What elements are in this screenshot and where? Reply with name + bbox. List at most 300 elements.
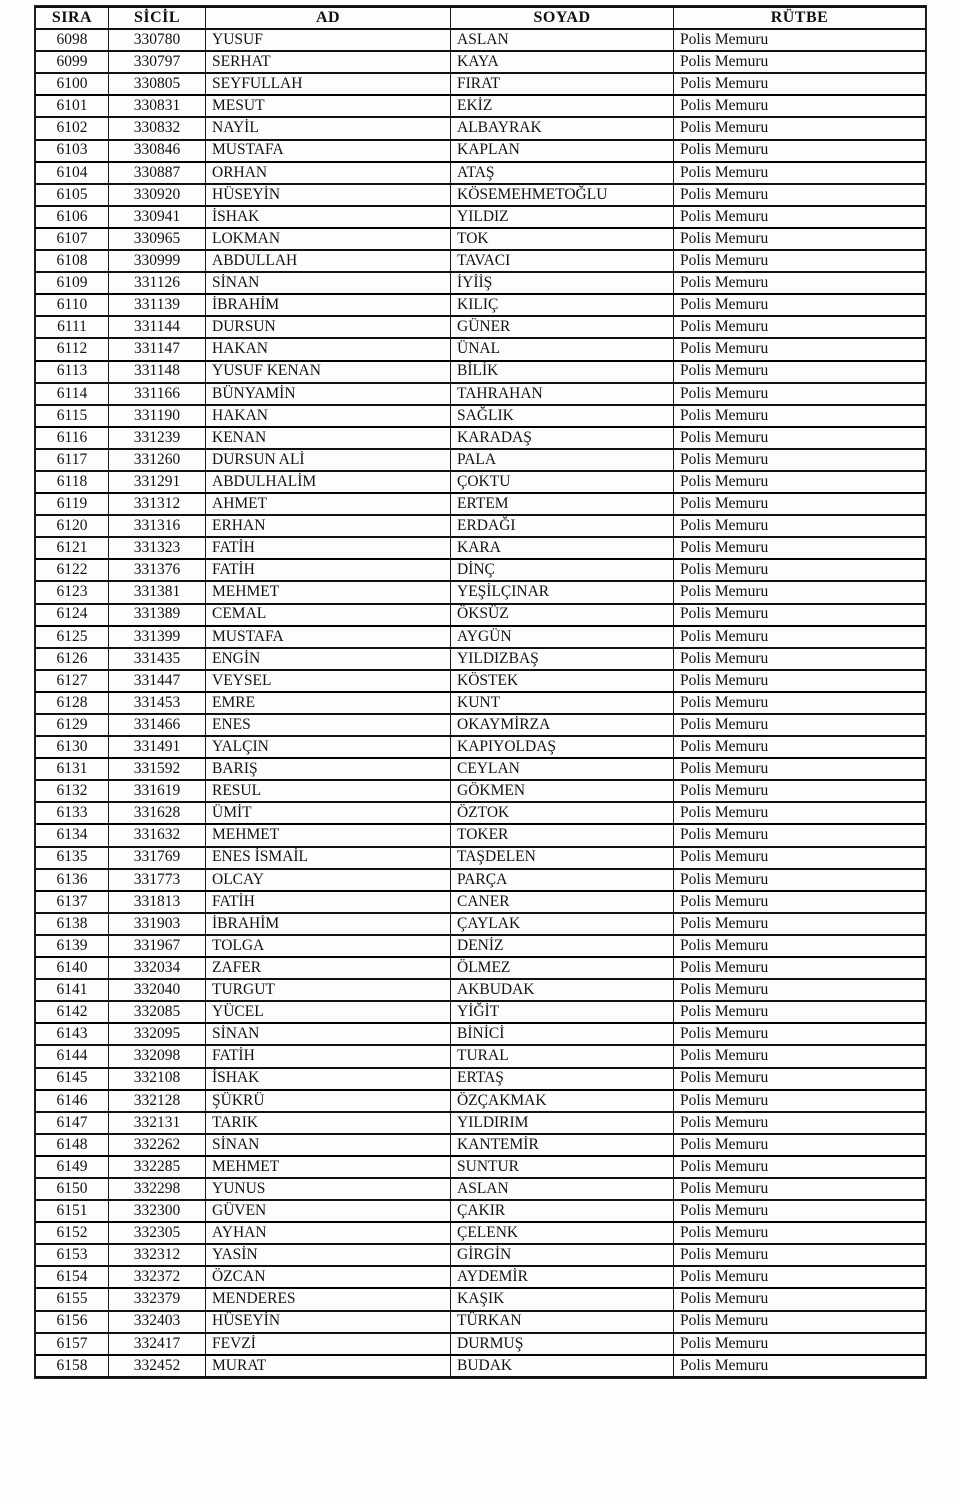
cell-sicil: 331491 — [109, 736, 206, 758]
cell-sira: 6101 — [36, 95, 109, 117]
cell-sicil: 332312 — [109, 1244, 206, 1266]
table-row — [36, 1288, 926, 1310]
col-header-ad: AD — [206, 7, 451, 29]
table-row — [36, 626, 926, 648]
cell-rutbe: Polis Memuru — [674, 847, 926, 869]
cell-ad: YUNUS — [206, 1178, 451, 1200]
cell-ad: YALÇIN — [206, 736, 451, 758]
cell-soyad: ERTAŞ — [451, 1068, 674, 1090]
cell-soyad: ALBAYRAK — [451, 117, 674, 139]
cell-sicil: 330805 — [109, 73, 206, 95]
cell-sicil: 332108 — [109, 1068, 206, 1090]
cell-soyad: TAVACI — [451, 250, 674, 272]
cell-rutbe: Polis Memuru — [674, 383, 926, 405]
cell-ad: MURAT — [206, 1355, 451, 1377]
cell-rutbe: Polis Memuru — [674, 1045, 926, 1067]
cell-sicil: 330941 — [109, 206, 206, 228]
table-row — [36, 758, 926, 780]
cell-sira: 6153 — [36, 1244, 109, 1266]
cell-sicil: 330887 — [109, 162, 206, 184]
cell-ad: ENES — [206, 714, 451, 736]
cell-soyad: DİNÇ — [451, 559, 674, 581]
cell-ad: MUSTAFA — [206, 626, 451, 648]
cell-sira: 6136 — [36, 869, 109, 891]
cell-rutbe: Polis Memuru — [674, 316, 926, 338]
cell-soyad: PALA — [451, 449, 674, 471]
cell-soyad: ERDAĞI — [451, 515, 674, 537]
cell-rutbe: Polis Memuru — [674, 294, 926, 316]
cell-ad: MESUT — [206, 95, 451, 117]
cell-soyad: TAŞDELEN — [451, 847, 674, 869]
cell-sira: 6100 — [36, 73, 109, 95]
col-header-soyad: SOYAD — [451, 7, 674, 29]
cell-sicil: 332298 — [109, 1178, 206, 1200]
cell-sicil: 330780 — [109, 29, 206, 51]
cell-sira: 6155 — [36, 1288, 109, 1310]
cell-sira: 6135 — [36, 847, 109, 869]
cell-sira: 6130 — [36, 736, 109, 758]
cell-sicil: 331399 — [109, 626, 206, 648]
cell-soyad: SUNTUR — [451, 1156, 674, 1178]
cell-sira: 6140 — [36, 957, 109, 979]
table-row — [36, 604, 926, 626]
cell-sira: 6104 — [36, 162, 109, 184]
cell-rutbe: Polis Memuru — [674, 758, 926, 780]
cell-ad: YÜCEL — [206, 1001, 451, 1023]
cell-sira: 6133 — [36, 802, 109, 824]
cell-sira: 6103 — [36, 140, 109, 162]
cell-soyad: ÖZÇAKMAK — [451, 1090, 674, 1112]
cell-soyad: AKBUDAK — [451, 979, 674, 1001]
cell-ad: ŞÜKRÜ — [206, 1090, 451, 1112]
cell-sira: 6139 — [36, 935, 109, 957]
cell-ad: HAKAN — [206, 338, 451, 360]
table-row — [36, 1178, 926, 1200]
cell-soyad: ÖKSÜZ — [451, 604, 674, 626]
cell-sicil: 331126 — [109, 272, 206, 294]
cell-sicil: 332403 — [109, 1311, 206, 1333]
table-row — [36, 51, 926, 73]
cell-sira: 6152 — [36, 1222, 109, 1244]
cell-ad: MEHMET — [206, 581, 451, 603]
cell-ad: RESUL — [206, 780, 451, 802]
cell-ad: MENDERES — [206, 1288, 451, 1310]
cell-ad: AYHAN — [206, 1222, 451, 1244]
cell-rutbe: Polis Memuru — [674, 449, 926, 471]
cell-ad: DURSUN ALİ — [206, 449, 451, 471]
cell-sira: 6115 — [36, 405, 109, 427]
cell-rutbe: Polis Memuru — [674, 780, 926, 802]
cell-sicil: 332085 — [109, 1001, 206, 1023]
cell-sira: 6127 — [36, 670, 109, 692]
cell-soyad: KAPIYOLDAŞ — [451, 736, 674, 758]
table-row — [36, 515, 926, 537]
cell-sira: 6108 — [36, 250, 109, 272]
cell-sicil: 332095 — [109, 1023, 206, 1045]
cell-rutbe: Polis Memuru — [674, 515, 926, 537]
table-row — [36, 1244, 926, 1266]
cell-sicil: 331447 — [109, 670, 206, 692]
cell-rutbe: Polis Memuru — [674, 869, 926, 891]
cell-sira: 6142 — [36, 1001, 109, 1023]
cell-rutbe: Polis Memuru — [674, 626, 926, 648]
cell-ad: LOKMAN — [206, 228, 451, 250]
cell-sicil: 332417 — [109, 1333, 206, 1355]
cell-sicil: 332040 — [109, 979, 206, 1001]
table-row — [36, 449, 926, 471]
cell-sicil: 331967 — [109, 935, 206, 957]
cell-soyad: KANTEMİR — [451, 1134, 674, 1156]
cell-soyad: CEYLAN — [451, 758, 674, 780]
cell-soyad: GÖKMEN — [451, 780, 674, 802]
table-row — [36, 117, 926, 139]
cell-sira: 6105 — [36, 184, 109, 206]
cell-soyad: AYGÜN — [451, 626, 674, 648]
cell-soyad: İYİİŞ — [451, 272, 674, 294]
table-row — [36, 29, 926, 51]
table-row — [36, 824, 926, 846]
table-row — [36, 913, 926, 935]
cell-sira: 6114 — [36, 383, 109, 405]
cell-sira: 6146 — [36, 1090, 109, 1112]
cell-rutbe: Polis Memuru — [674, 1288, 926, 1310]
cell-sira: 6109 — [36, 272, 109, 294]
cell-rutbe: Polis Memuru — [674, 670, 926, 692]
cell-ad: TARIK — [206, 1112, 451, 1134]
cell-ad: HÜSEYİN — [206, 1311, 451, 1333]
cell-sicil: 331147 — [109, 338, 206, 360]
table-row — [36, 140, 926, 162]
table-row — [36, 692, 926, 714]
cell-sicil: 331166 — [109, 383, 206, 405]
cell-soyad: ÇAYLAK — [451, 913, 674, 935]
cell-rutbe: Polis Memuru — [674, 361, 926, 383]
cell-soyad: BUDAK — [451, 1355, 674, 1377]
table-row — [36, 1090, 926, 1112]
table-row — [36, 1045, 926, 1067]
cell-sira: 6126 — [36, 648, 109, 670]
cell-sira: 6145 — [36, 1068, 109, 1090]
cell-ad: TOLGA — [206, 935, 451, 957]
cell-sicil: 332131 — [109, 1112, 206, 1134]
cell-sira: 6144 — [36, 1045, 109, 1067]
cell-sira: 6118 — [36, 471, 109, 493]
table-row — [36, 1068, 926, 1090]
table-row — [36, 1222, 926, 1244]
cell-sicil: 332098 — [109, 1045, 206, 1067]
cell-rutbe: Polis Memuru — [674, 1134, 926, 1156]
cell-soyad: DENİZ — [451, 935, 674, 957]
cell-sira: 6112 — [36, 338, 109, 360]
cell-sira: 6129 — [36, 714, 109, 736]
cell-rutbe: Polis Memuru — [674, 957, 926, 979]
cell-sira: 6148 — [36, 1134, 109, 1156]
cell-sira: 6117 — [36, 449, 109, 471]
cell-ad: MEHMET — [206, 1156, 451, 1178]
cell-sira: 6134 — [36, 824, 109, 846]
table-row — [36, 250, 926, 272]
cell-rutbe: Polis Memuru — [674, 802, 926, 824]
cell-rutbe: Polis Memuru — [674, 250, 926, 272]
cell-ad: BÜNYAMİN — [206, 383, 451, 405]
cell-ad: YUSUF KENAN — [206, 361, 451, 383]
cell-soyad: ÜNAL — [451, 338, 674, 360]
table-row — [36, 869, 926, 891]
cell-rutbe: Polis Memuru — [674, 1333, 926, 1355]
cell-soyad: TOK — [451, 228, 674, 250]
cell-ad: İSHAK — [206, 1068, 451, 1090]
cell-soyad: YILDIZBAŞ — [451, 648, 674, 670]
cell-ad: OLCAY — [206, 869, 451, 891]
cell-ad: HAKAN — [206, 405, 451, 427]
cell-sicil: 331769 — [109, 847, 206, 869]
cell-ad: YASİN — [206, 1244, 451, 1266]
cell-ad: SİNAN — [206, 1023, 451, 1045]
cell-rutbe: Polis Memuru — [674, 537, 926, 559]
cell-rutbe: Polis Memuru — [674, 162, 926, 184]
table-row — [36, 847, 926, 869]
table-row — [36, 206, 926, 228]
cell-rutbe: Polis Memuru — [674, 648, 926, 670]
cell-soyad: CANER — [451, 891, 674, 913]
table-row — [36, 802, 926, 824]
cell-soyad: YILDIZ — [451, 206, 674, 228]
cell-rutbe: Polis Memuru — [674, 714, 926, 736]
cell-soyad: BİLİK — [451, 361, 674, 383]
cell-soyad: ASLAN — [451, 1178, 674, 1200]
cell-sicil: 332452 — [109, 1355, 206, 1377]
header-row — [36, 7, 926, 29]
cell-sicil: 331291 — [109, 471, 206, 493]
cell-sicil: 331323 — [109, 537, 206, 559]
table-row — [36, 957, 926, 979]
cell-sira: 6138 — [36, 913, 109, 935]
col-header-sira: SIRA — [36, 7, 109, 29]
cell-sicil: 331619 — [109, 780, 206, 802]
cell-rutbe: Polis Memuru — [674, 604, 926, 626]
cell-sicil: 331239 — [109, 427, 206, 449]
cell-rutbe: Polis Memuru — [674, 184, 926, 206]
cell-soyad: ÇOKTU — [451, 471, 674, 493]
cell-rutbe: Polis Memuru — [674, 1023, 926, 1045]
cell-rutbe: Polis Memuru — [674, 1156, 926, 1178]
cell-sira: 6132 — [36, 780, 109, 802]
cell-soyad: PARÇA — [451, 869, 674, 891]
cell-ad: MEHMET — [206, 824, 451, 846]
cell-rutbe: Polis Memuru — [674, 1001, 926, 1023]
table-row — [36, 272, 926, 294]
cell-soyad: KILIÇ — [451, 294, 674, 316]
cell-sicil: 330920 — [109, 184, 206, 206]
cell-rutbe: Polis Memuru — [674, 559, 926, 581]
cell-soyad: ÇAKIR — [451, 1200, 674, 1222]
table-row — [36, 228, 926, 250]
cell-sira: 6131 — [36, 758, 109, 780]
cell-sicil: 331813 — [109, 891, 206, 913]
table-row — [36, 427, 926, 449]
cell-sira: 6123 — [36, 581, 109, 603]
cell-rutbe: Polis Memuru — [674, 824, 926, 846]
table-row — [36, 1156, 926, 1178]
cell-sira: 6111 — [36, 316, 109, 338]
cell-soyad: YEŞİLÇINAR — [451, 581, 674, 603]
cell-ad: İBRAHİM — [206, 294, 451, 316]
cell-soyad: TÜRKAN — [451, 1311, 674, 1333]
cell-ad: BARIŞ — [206, 758, 451, 780]
cell-soyad: KARA — [451, 537, 674, 559]
col-header-rutbe: RÜTBE — [674, 7, 926, 29]
cell-ad: FATİH — [206, 537, 451, 559]
cell-sira: 6151 — [36, 1200, 109, 1222]
cell-sicil: 331773 — [109, 869, 206, 891]
cell-soyad: ASLAN — [451, 29, 674, 51]
cell-rutbe: Polis Memuru — [674, 73, 926, 95]
cell-rutbe: Polis Memuru — [674, 140, 926, 162]
cell-rutbe: Polis Memuru — [674, 891, 926, 913]
cell-rutbe: Polis Memuru — [674, 117, 926, 139]
table-row — [36, 1023, 926, 1045]
cell-soyad: GİRGİN — [451, 1244, 674, 1266]
cell-ad: HÜSEYİN — [206, 184, 451, 206]
table-row — [36, 95, 926, 117]
cell-rutbe: Polis Memuru — [674, 1244, 926, 1266]
cell-rutbe: Polis Memuru — [674, 471, 926, 493]
cell-ad: FATİH — [206, 1045, 451, 1067]
table-row — [36, 537, 926, 559]
table-row — [36, 559, 926, 581]
personnel-table — [35, 6, 926, 1378]
cell-soyad: TAHRAHAN — [451, 383, 674, 405]
cell-sicil: 330797 — [109, 51, 206, 73]
cell-rutbe: Polis Memuru — [674, 29, 926, 51]
cell-sira: 6121 — [36, 537, 109, 559]
cell-sira: 6116 — [36, 427, 109, 449]
cell-ad: YUSUF — [206, 29, 451, 51]
cell-sira: 6150 — [36, 1178, 109, 1200]
cell-sicil: 331389 — [109, 604, 206, 626]
cell-sira: 6128 — [36, 692, 109, 714]
cell-soyad: KAŞIK — [451, 1288, 674, 1310]
table-row — [36, 383, 926, 405]
cell-rutbe: Polis Memuru — [674, 338, 926, 360]
cell-sira: 6113 — [36, 361, 109, 383]
cell-soyad: KÖSTEK — [451, 670, 674, 692]
cell-sicil: 331148 — [109, 361, 206, 383]
cell-sicil: 331260 — [109, 449, 206, 471]
cell-ad: KENAN — [206, 427, 451, 449]
cell-rutbe: Polis Memuru — [674, 692, 926, 714]
cell-ad: SERHAT — [206, 51, 451, 73]
table-row — [36, 361, 926, 383]
cell-sira: 6158 — [36, 1355, 109, 1377]
table-row — [36, 736, 926, 758]
cell-sira: 6125 — [36, 626, 109, 648]
cell-ad: ERHAN — [206, 515, 451, 537]
cell-rutbe: Polis Memuru — [674, 1068, 926, 1090]
cell-ad: SİNAN — [206, 1134, 451, 1156]
table-row — [36, 979, 926, 1001]
cell-sira: 6098 — [36, 29, 109, 51]
cell-sicil: 331453 — [109, 692, 206, 714]
cell-sicil: 330999 — [109, 250, 206, 272]
cell-rutbe: Polis Memuru — [674, 1200, 926, 1222]
cell-soyad: BİNİCİ — [451, 1023, 674, 1045]
table-row — [36, 294, 926, 316]
cell-sira: 6106 — [36, 206, 109, 228]
cell-ad: FATİH — [206, 559, 451, 581]
cell-sicil: 332372 — [109, 1266, 206, 1288]
table-row — [36, 714, 926, 736]
cell-rutbe: Polis Memuru — [674, 51, 926, 73]
cell-rutbe: Polis Memuru — [674, 427, 926, 449]
table-row — [36, 1112, 926, 1134]
cell-soyad: ÖLMEZ — [451, 957, 674, 979]
cell-soyad: SAĞLIK — [451, 405, 674, 427]
cell-ad: İBRAHİM — [206, 913, 451, 935]
cell-sicil: 331376 — [109, 559, 206, 581]
cell-rutbe: Polis Memuru — [674, 1090, 926, 1112]
cell-sicil: 332262 — [109, 1134, 206, 1156]
cell-sicil: 331903 — [109, 913, 206, 935]
cell-sicil: 332379 — [109, 1288, 206, 1310]
cell-soyad: TOKER — [451, 824, 674, 846]
cell-sira: 6147 — [36, 1112, 109, 1134]
table-row — [36, 1311, 926, 1333]
cell-ad: ÜMİT — [206, 802, 451, 824]
table-row — [36, 316, 926, 338]
cell-sicil: 332305 — [109, 1222, 206, 1244]
cell-sira: 6137 — [36, 891, 109, 913]
cell-soyad: DURMUŞ — [451, 1333, 674, 1355]
cell-rutbe: Polis Memuru — [674, 935, 926, 957]
cell-sira: 6154 — [36, 1266, 109, 1288]
cell-sicil: 330965 — [109, 228, 206, 250]
col-header-sicil: SİCİL — [109, 7, 206, 29]
table-row — [36, 162, 926, 184]
cell-rutbe: Polis Memuru — [674, 736, 926, 758]
cell-rutbe: Polis Memuru — [674, 1311, 926, 1333]
cell-ad: CEMAL — [206, 604, 451, 626]
cell-soyad: KÖSEMEHMETOĞLU — [451, 184, 674, 206]
cell-rutbe: Polis Memuru — [674, 272, 926, 294]
cell-soyad: YİĞİT — [451, 1001, 674, 1023]
cell-sira: 6143 — [36, 1023, 109, 1045]
cell-rutbe: Polis Memuru — [674, 405, 926, 427]
table-row — [36, 891, 926, 913]
cell-sira: 6149 — [36, 1156, 109, 1178]
cell-soyad: GÜNER — [451, 316, 674, 338]
cell-ad: NAYİL — [206, 117, 451, 139]
table-row — [36, 1355, 926, 1377]
cell-ad: MUSTAFA — [206, 140, 451, 162]
cell-ad: SİNAN — [206, 272, 451, 294]
cell-ad: ABDULHALİM — [206, 471, 451, 493]
cell-sicil: 331628 — [109, 802, 206, 824]
cell-sicil: 331632 — [109, 824, 206, 846]
cell-sira: 6102 — [36, 117, 109, 139]
cell-sira: 6119 — [36, 493, 109, 515]
cell-rutbe: Polis Memuru — [674, 1266, 926, 1288]
cell-sicil: 331316 — [109, 515, 206, 537]
table-row — [36, 1134, 926, 1156]
cell-soyad: OKAYMİRZA — [451, 714, 674, 736]
cell-soyad: TURAL — [451, 1045, 674, 1067]
cell-ad: İSHAK — [206, 206, 451, 228]
cell-sicil: 330832 — [109, 117, 206, 139]
cell-ad: FATİH — [206, 891, 451, 913]
cell-rutbe: Polis Memuru — [674, 228, 926, 250]
table-row — [36, 581, 926, 603]
